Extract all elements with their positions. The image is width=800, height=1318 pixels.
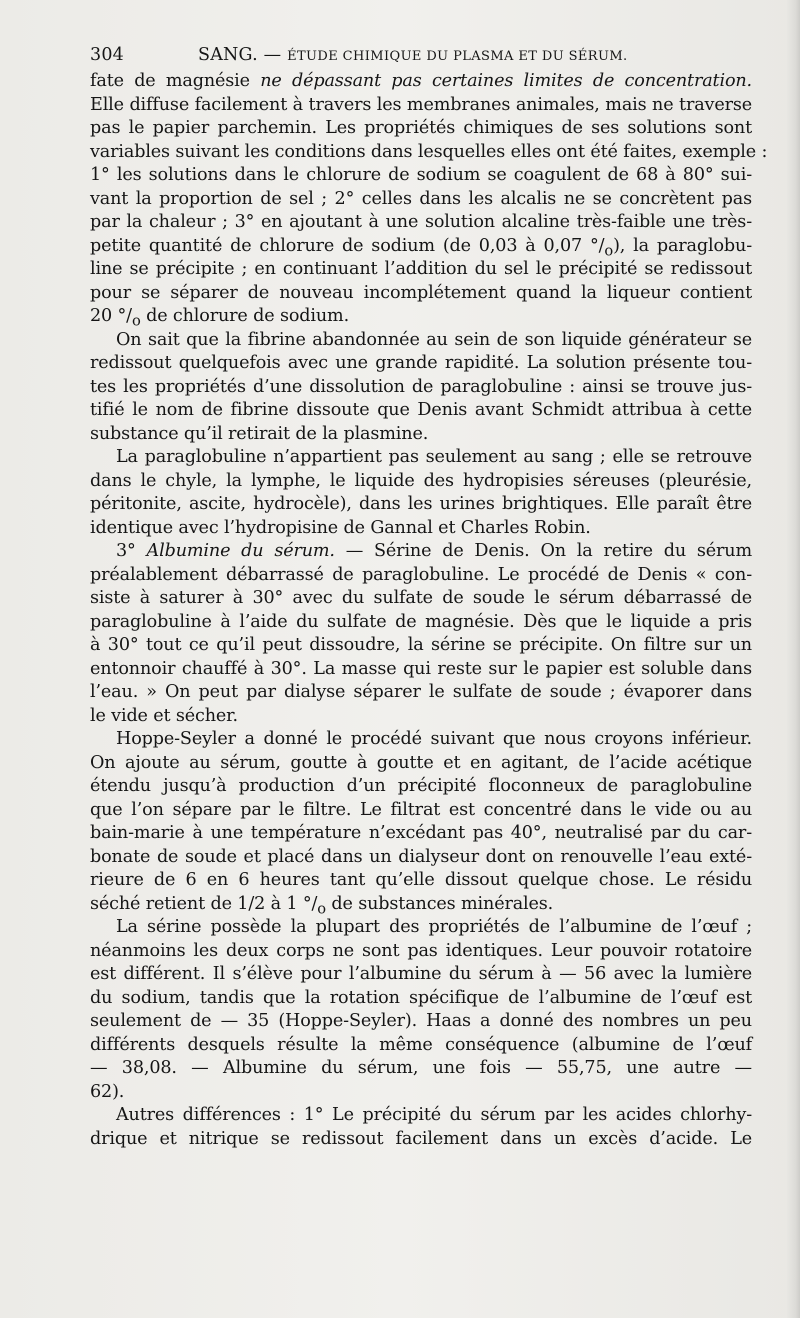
text-line: drique et nitrique se redissout facilement dans un excès d’acide. Le <box>90 1128 752 1149</box>
text-line: 1° les solutions dans le chlorure de sodium se coagulent de 68 à 80° sui- <box>90 165 752 185</box>
text-line: seulement de — 35 (Hoppe-Seyler). Haas a donné des nombres un peu <box>90 1011 752 1031</box>
text-line: rieure de 6 en 6 heures tant qu’elle dissout quelque chose. Le résidu <box>90 870 752 890</box>
text-line: néanmoins les deux corps ne sont pas identiques. Leur pouvoir rotatoire <box>90 940 752 961</box>
text-line: dans le chyle, la lymphe, le liquide des hydropisies séreuses (pleurésie, <box>90 470 752 491</box>
text-line: péritonite, ascite, hydrocèle), dans les urines brightiques. Elle paraît être <box>90 494 752 514</box>
text-line: La sérine possède la plupart des propriétés de l’albumine de l’œuf ; <box>116 917 752 937</box>
text-line: variables suivant les conditions dans lesquelles elles ont été faites, exemple : <box>90 141 768 162</box>
text-line: line se précipite ; en continuant l’addition du sel le précipité se redissout <box>90 259 752 279</box>
text-line: bonate de soude et placé dans un dialyseur dont on renouvelle l’eau exté- <box>90 846 752 867</box>
text-line: On ajoute au sérum, goutte à goutte et en agitant, de l’acide acétique <box>90 752 752 773</box>
text-line: La paraglobuline n’appartient pas seulement au sang ; elle se retrouve <box>116 447 752 467</box>
text-line: fate de magnésie ne dépassant pas certaines limites de concentration. <box>90 71 753 91</box>
text-line: l’eau. » On peut par dialyse séparer le sulfate de soude ; évaporer dans <box>90 682 752 702</box>
page-edge-shadow <box>786 0 800 1318</box>
text-line: tifié le nom de fibrine dissoute que Denis avant Schmidt attribua à cette <box>90 400 752 420</box>
text-line: séché retient de 1/2 à 1 $^\circ/_o$ de substances minérales. <box>90 893 554 918</box>
text-line: — 38,08. — Albumine du sérum, une fois — 55,75, une autre — <box>90 1058 752 1078</box>
text-line: préalablement débarrassé de paraglobuline. Le procédé de Denis « con- <box>90 564 752 585</box>
text-line: par la chaleur ; 3° en ajoutant à une solution alcaline très-faible une très- <box>90 212 752 232</box>
body-text <box>90 70 768 1151</box>
header-title-main: SANG. <box>198 45 258 65</box>
text-line: étendu jusqu’à production d’un précipité floconneux de paraglobuline <box>90 776 752 796</box>
header-title-sub: ÉTUDE CHIMIQUE DU PLASMA ET DU SÉRUM. <box>287 49 628 64</box>
text-line: Elle diffuse facilement à travers les membranes animales, mais ne traverse <box>90 94 752 115</box>
text-line: 62). <box>90 1081 125 1102</box>
text-line: est différent. Il s’élève pour l’albumine du sérum à — 56 avec la lumière <box>90 964 752 984</box>
text-line: entonnoir chauffé à 30°. La masse qui reste sur le papier est soluble dans <box>90 658 752 679</box>
text-line: vant la proportion de sel ; 2° celles dans les alcalis ne se concrètent pas <box>90 188 752 209</box>
text-line: à 30° tout ce qu’il peut dissoudre, la sérine se précipite. On filtre sur un <box>90 635 752 655</box>
text-line: tes les propriétés d’une dissolution de paraglobuline : ainsi se trouve jus- <box>90 376 752 397</box>
running-header <box>90 45 754 71</box>
text-line: 20 $^\circ/_o$ de chlorure de sodium. <box>90 306 350 330</box>
header-separator: — <box>263 45 282 65</box>
text-line: pas le papier parchemin. Les propriétés chimiques de ses solutions sont <box>90 118 752 138</box>
text-line: différents desquels résulte la même conséquence (albumine de l’œuf <box>90 1034 752 1055</box>
text-line: On sait que la fibrine abandonnée au sein de son liquide générateur se <box>116 329 752 350</box>
text-line: que l’on sépare par le filtre. Le filtrat est concentré dans le vide ou au <box>90 799 752 820</box>
text-line: substance qu’il retirait de la plasmine. <box>90 423 429 444</box>
text-line: Hoppe-Seyler a donné le procédé suivant que nous croyons inférieur. <box>116 729 752 749</box>
text-line: petite quantité de chlorure de sodium (de 0,03 à 0,07 $^\circ/_o$), la paraglobu- <box>90 235 753 260</box>
text-line: Autres différences : 1° Le précipité du sérum par les acides chlorhy- <box>116 1105 752 1125</box>
text-line: le vide et sécher. <box>90 705 238 726</box>
text-line: siste à saturer à 30° avec du sulfate de soude le sérum débarrassé de <box>90 588 752 608</box>
text-line: identique avec l’hydropisine de Gannal et Charles Robin. <box>90 517 591 538</box>
text-line: bain-marie à une température n’excédant pas 40°, neutralisé par du car- <box>90 823 752 843</box>
text-line: redissout quelquefois avec une grande rapidité. La solution présente tou- <box>90 353 752 373</box>
text-line: 3° Albumine du sérum. — Sérine de Denis. On la retire du sérum <box>116 541 752 561</box>
text-line: paraglobuline à l’aide du sulfate de magnésie. Dès que le liquide a pris <box>90 611 752 632</box>
page-number: 304 <box>90 45 125 65</box>
text-line: pour se séparer de nouveau incomplétement quand la liqueur contient <box>90 282 752 303</box>
text-line: du sodium, tandis que la rotation spécifique de l’albumine de l’œuf est <box>90 987 752 1008</box>
